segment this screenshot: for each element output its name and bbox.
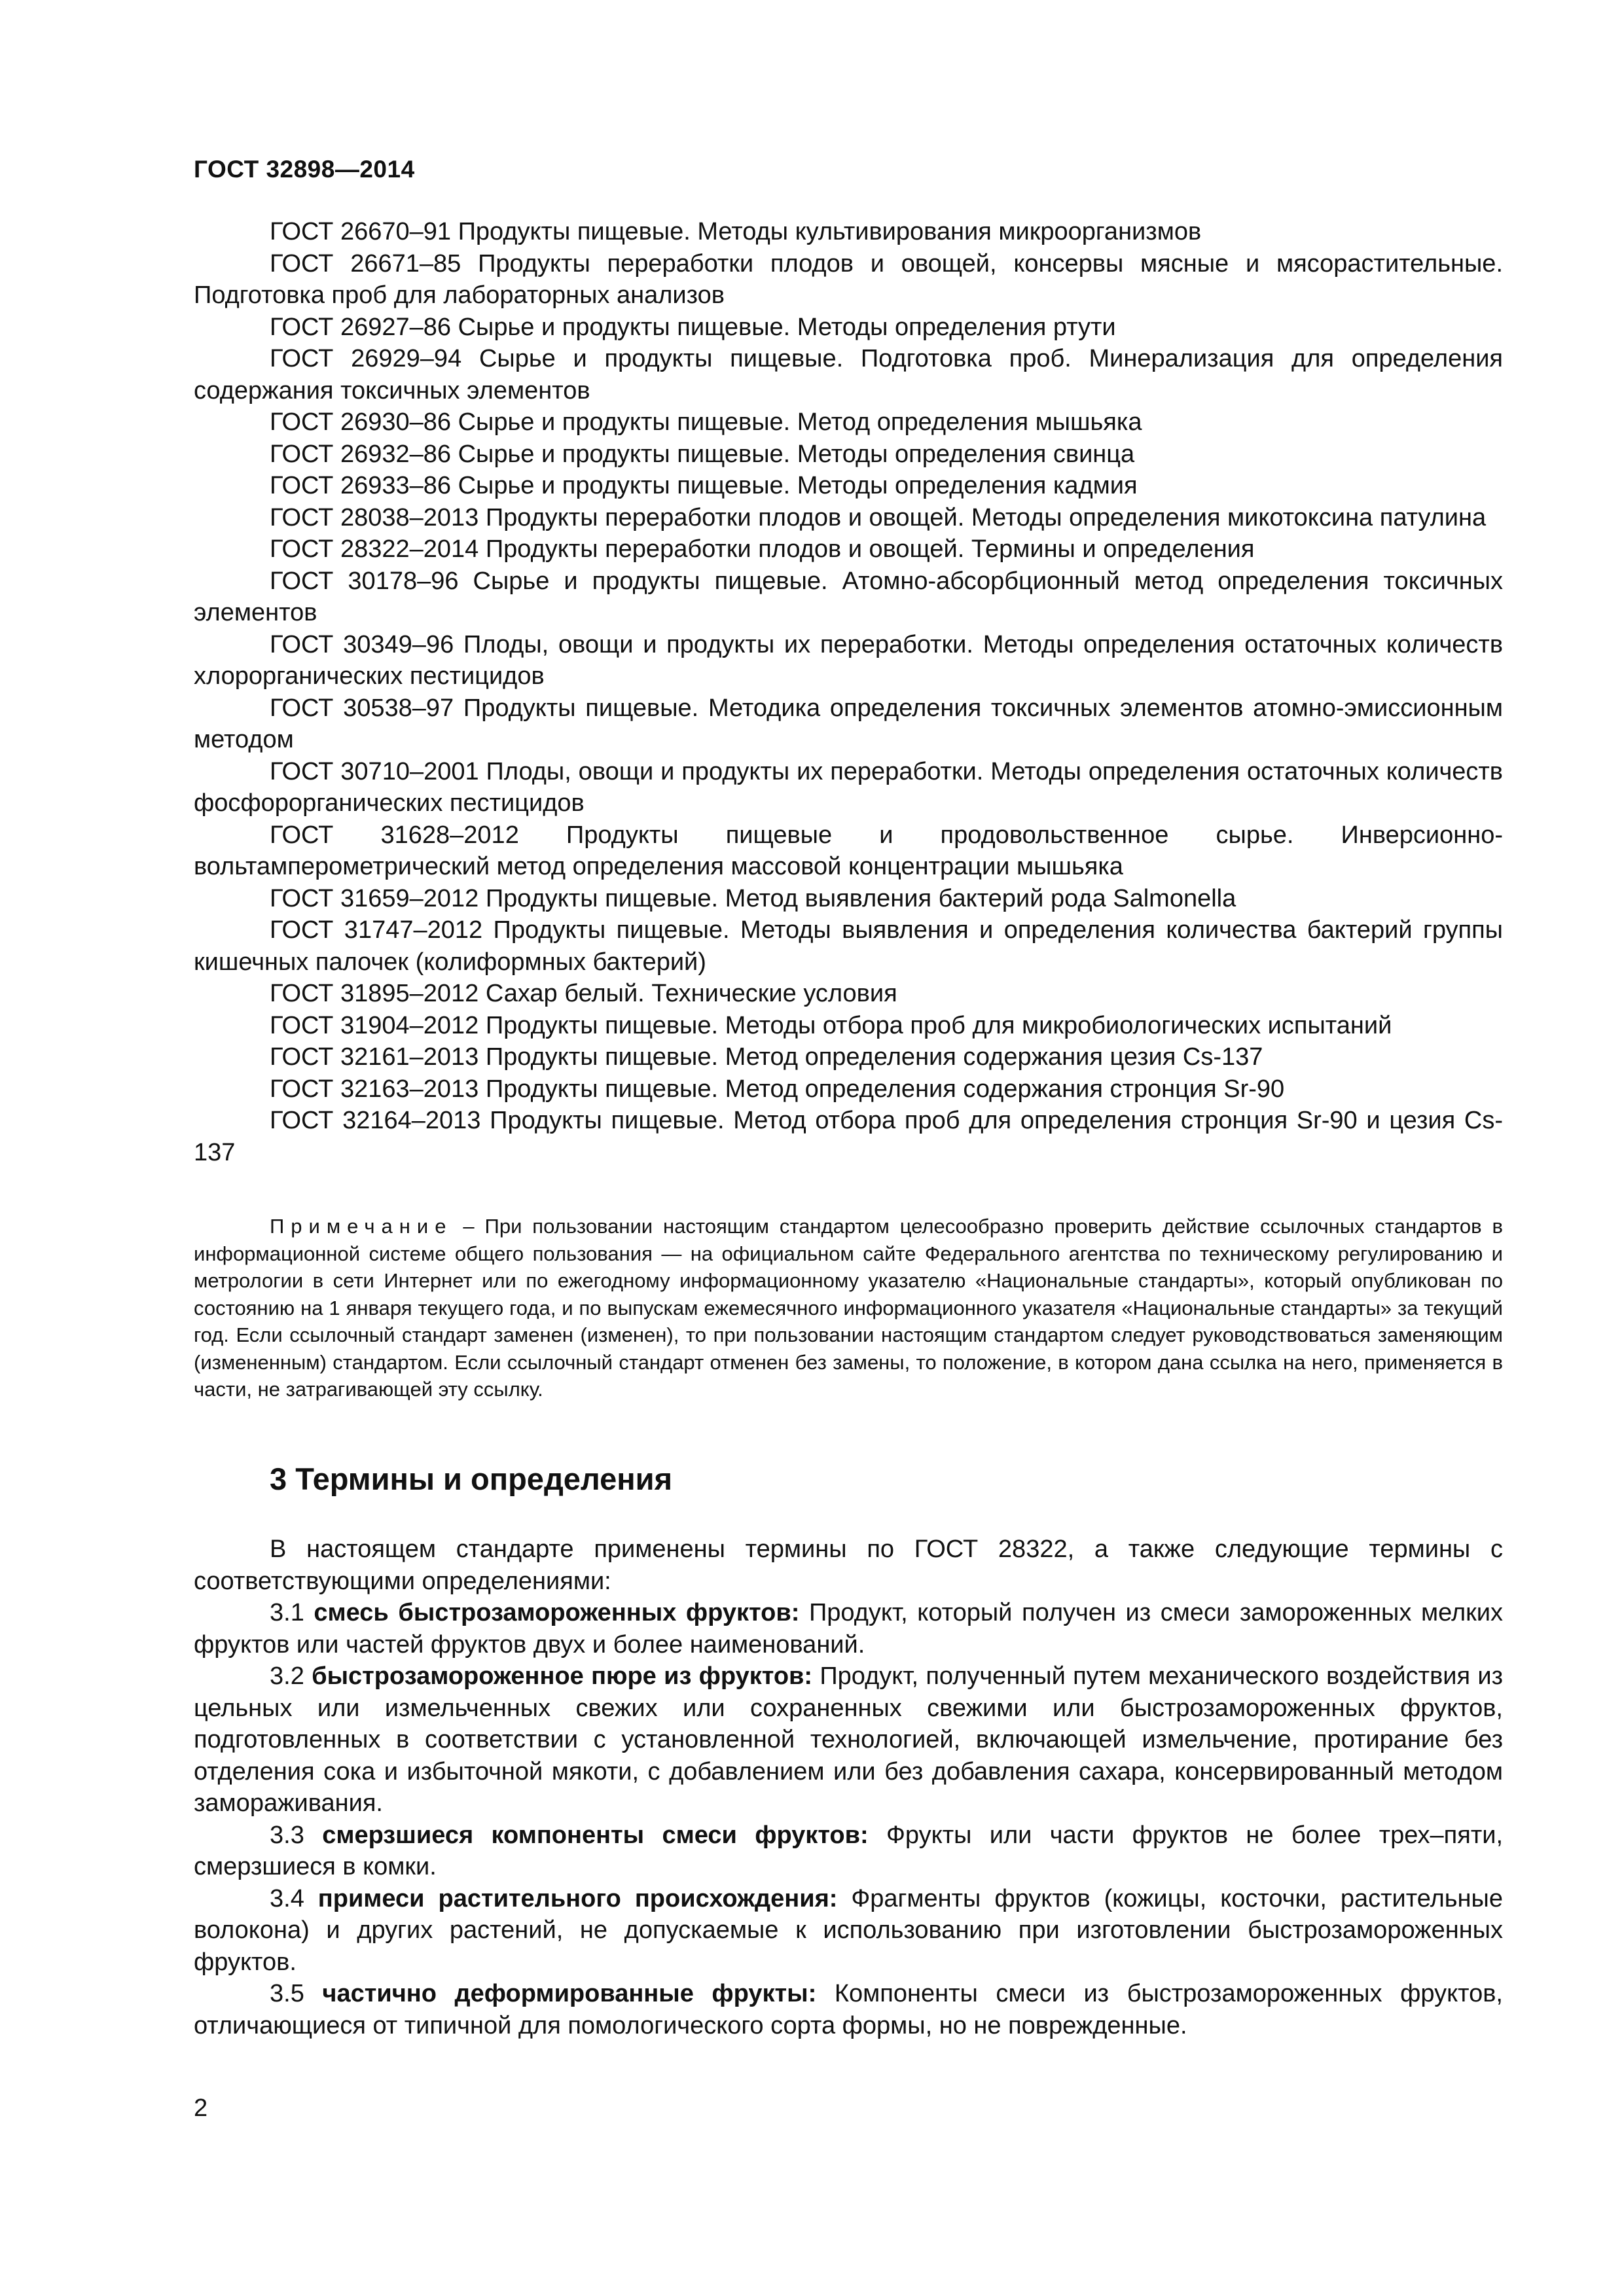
term-number: 3.4 xyxy=(270,1884,304,1912)
term-definition xyxy=(194,1883,1503,1979)
term-definition xyxy=(194,1820,1503,1883)
term-number: 3.2 xyxy=(270,1662,304,1690)
reference-item: ГОСТ 32164–2013 Продукты пищевые. Метод отбора проб для определения стронция Sr-90 и цезия Cs-137 xyxy=(194,1107,1503,1166)
reference-item: ГОСТ 32161–2013 Продукты пищевые. Метод определения содержания цезия Cs-137 xyxy=(270,1043,1263,1071)
term-definition xyxy=(194,1978,1503,2041)
term-text: Компоненты смеси из быстрозамороженных фруктов, отличающиеся от типичной для помологического сорта формы, но не поврежденные. xyxy=(194,1980,1503,2039)
note-text: – При пользовании настоящим стандартом целесообразно проверить действие ссылочных стандартов в информационной системе общего пользования — на официальном сайте Федерального агентства по техническому регулированию и метрологии в сети Интернет или по ежегодному информационному указателю «Национальные стандарты», который опубликован по состоянию на 1 января текущего года, и по выпускам ежемесячного информационного указателя «Национальные стандарты» за текущий год. Если ссылочный стандарт заменен (изменен), то при пользовании настоящим стандартом следует руководствоваться заменяющим (измененным) стандартом. Если ссылочный стандарт отменен без замены, то положение, в котором дана ссылка на него, применяется в части, не затрагивающей эту ссылку. xyxy=(194,1215,1503,1401)
terms-intro: В настоящем стандарте применены термины по ГОСТ 28322, а также следующие термины с соответствующими определениями: xyxy=(194,1535,1503,1595)
reference-item: ГОСТ 28322–2014 Продукты переработки плодов и овощей. Термины и определения xyxy=(270,535,1255,563)
term-name: смесь быстрозамороженных фруктов: xyxy=(314,1599,800,1626)
reference-item: ГОСТ 26927–86 Сырье и продукты пищевые. Методы определения ртути xyxy=(270,313,1116,341)
term-number: 3.1 xyxy=(270,1599,304,1626)
note-paragraph xyxy=(194,1213,1503,1403)
document-code-header: ГОСТ 32898—2014 xyxy=(194,156,415,183)
reference-item: ГОСТ 30349–96 Плоды, овощи и продукты их переработки. Методы определения остаточных количеств хлорорганических пестицидов xyxy=(194,630,1503,690)
reference-item: ГОСТ 31747–2012 Продукты пищевые. Методы выявления и определения количества бактерий группы кишечных палочек (колиформных бактерий) xyxy=(194,916,1503,976)
reference-item: ГОСТ 30178–96 Сырье и продукты пищевые. Атомно-абсорбционный метод определения токсичных элементов xyxy=(194,567,1503,626)
term-text: Продукт, полученный путем механического воздействия из цельных или измельченных свежих или сохраненных свежими или быстрозамороженных фруктов, подготовленных в соответствии с установленной технологией, включающей измельчение, протирание без отделения сока и избыточной мякоти, с добавлением или без добавления сахара, консервированный методом замораживания. xyxy=(194,1662,1503,1817)
reference-item: ГОСТ 31904–2012 Продукты пищевые. Методы отбора проб для микробиологических испытаний xyxy=(270,1011,1392,1039)
term-definition xyxy=(194,1597,1503,1660)
reference-item: ГОСТ 26930–86 Сырье и продукты пищевые. Метод определения мышьяка xyxy=(270,408,1142,436)
page-number: 2 xyxy=(194,2094,208,2122)
reference-item: ГОСТ 26933–86 Сырье и продукты пищевые. Методы определения кадмия xyxy=(270,472,1138,499)
note-label: Примечание xyxy=(270,1215,453,1238)
term-name: быстрозамороженное пюре из фруктов: xyxy=(312,1662,813,1690)
reference-item: ГОСТ 26929–94 Сырье и продукты пищевые. Подготовка проб. Минерализация для определения содержания токсичных элементов xyxy=(194,345,1503,404)
terms-section-body xyxy=(194,1534,1503,2041)
term-name: частично деформированные фрукты: xyxy=(322,1980,817,2007)
term-text: Фрукты или части фруктов не более трех–пяти, смерзшиеся в комки. xyxy=(194,1821,1504,1880)
reference-item: ГОСТ 31895–2012 Сахар белый. Технические условия xyxy=(270,980,897,1007)
reference-item: ГОСТ 30710–2001 Плоды, овощи и продукты их переработки. Методы определения остаточных количеств фосфорорганических пестицидов xyxy=(194,757,1503,817)
reference-item: ГОСТ 31659–2012 Продукты пищевые. Метод выявления бактерий рода Salmonella xyxy=(270,884,1236,912)
reference-item: ГОСТ 30538–97 Продукты пищевые. Методика определения токсичных элементов атомно-эмиссионным методом xyxy=(194,694,1503,753)
term-definition xyxy=(194,1660,1503,1820)
reference-item: ГОСТ 26932–86 Сырье и продукты пищевые. Методы определения свинца xyxy=(270,440,1135,468)
reference-item: ГОСТ 32163–2013 Продукты пищевые. Метод определения содержания стронция Sr-90 xyxy=(270,1075,1285,1103)
reference-item: ГОСТ 26670–91 Продукты пищевые. Методы культивирования микроорганизмов xyxy=(270,218,1202,245)
term-text: Фрагменты фруктов (кожицы, косточки, растительные волокона) и других растений, не допускаемые к использованию при изготовлении быстрозамороженных фруктов. xyxy=(194,1884,1503,1976)
note-block xyxy=(194,1213,1503,1403)
term-number: 3.3 xyxy=(270,1821,304,1849)
reference-item: ГОСТ 28038–2013 Продукты переработки плодов и овощей. Методы определения микотоксина патулина xyxy=(270,503,1487,531)
term-name: примеси растительного происхождения: xyxy=(317,1884,838,1912)
reference-item: ГОСТ 26671–85 Продукты переработки плодов и овощей, консервы мясные и мясорастительные. Подготовка проб для лабораторных анализов xyxy=(194,249,1503,309)
reference-item: ГОСТ 31628–2012 Продукты пищевые и продовольственное сырье. Инверсионно-вольтамперометрический метод определения массовой концентрации мышьяка xyxy=(194,821,1503,880)
term-name: смерзшиеся компоненты смеси фруктов: xyxy=(322,1821,869,1849)
normative-references-list xyxy=(194,216,1503,1168)
term-text: Продукт, который получен из смеси замороженных мелких фруктов или частей фруктов двух и более наименований. xyxy=(194,1599,1503,1659)
term-number: 3.5 xyxy=(270,1980,304,2007)
section-title: 3 Термины и определения xyxy=(270,1462,672,1496)
